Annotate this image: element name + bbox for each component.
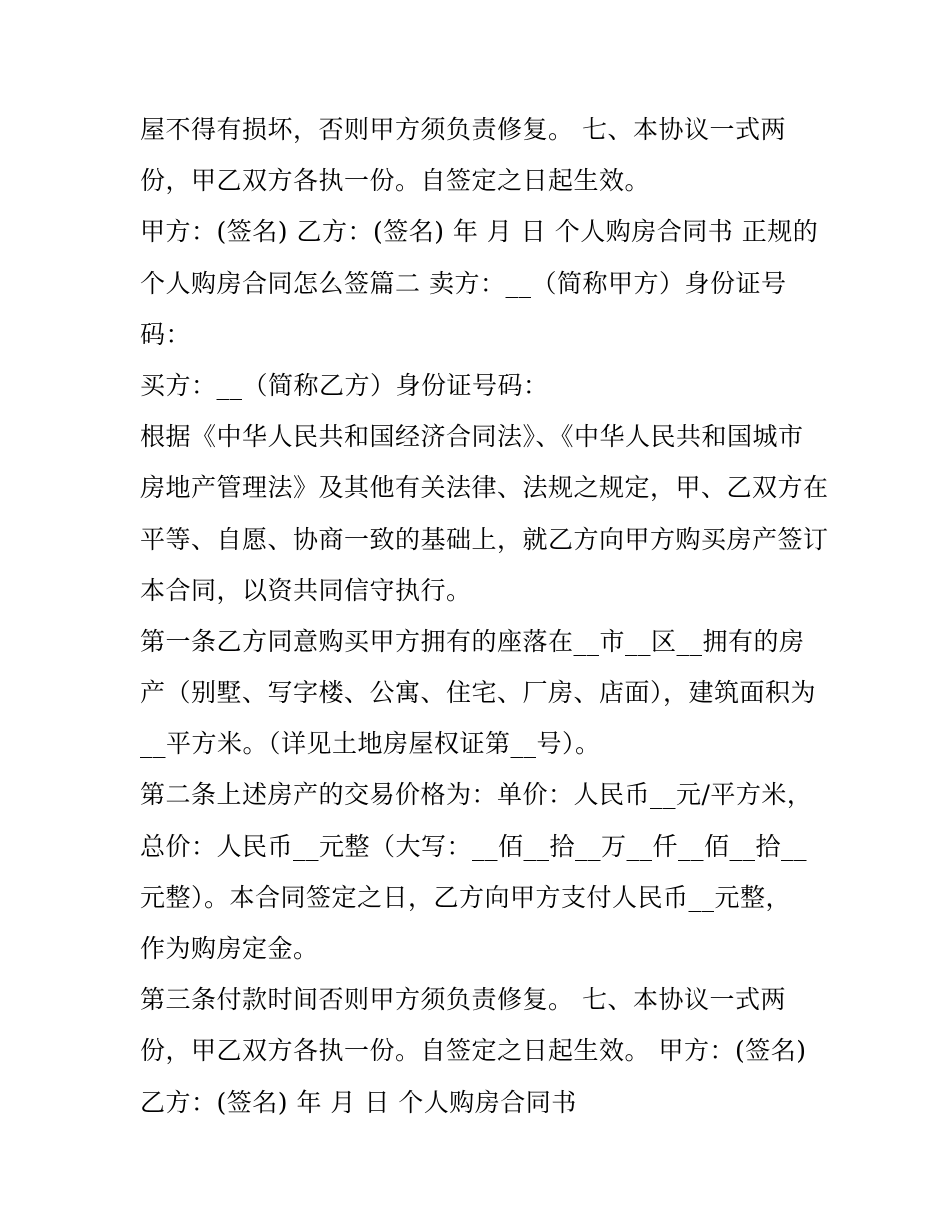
document-body <box>140 104 830 1128</box>
text-line: 总价：人民币__元整（大写：__佰__拾__万__仟__佰__拾__ <box>140 831 808 861</box>
text-line: 第三条付款时间否则甲方须负责修复。 七、本协议一式两 <box>140 985 786 1015</box>
text-line: 房地产管理法》及其他有关法律、法规之规定，甲、乙双方在 <box>140 473 829 503</box>
text-line: 乙方：(签名) 年 月 日 个人购房合同书 <box>140 1087 577 1117</box>
text-line: 第二条上述房产的交易价格为：单价：人民币__元/平方米， <box>140 780 813 810</box>
text-line: 第一条乙方同意购买甲方拥有的座落在__市__区__拥有的房 <box>140 626 805 656</box>
text-line: 个人购房合同怎么签篇二 卖方：__（简称甲方）身份证号 <box>140 268 787 298</box>
text-line: 作为购房定金。 <box>140 934 319 963</box>
text-line: 份，甲乙双方各执一份。自签定之日起生效。 <box>140 166 651 196</box>
text-line: 本合同，以资共同信守执行。 <box>140 575 472 605</box>
text-line: 码： <box>140 319 192 349</box>
text-line: 平等、自愿、协商一致的基础上，就乙方向甲方购买房产签订 <box>140 524 829 554</box>
text-line: 甲方：(签名) 乙方：(签名) 年 月 日 个人购房合同书 正规的 <box>140 217 819 247</box>
text-line: 元整）。本合同签定之日，乙方向甲方支付人民币__元整， <box>140 882 792 912</box>
text-line: 根据《中华人民共和国经济合同法》、《中华人民共和国城市 <box>140 422 804 452</box>
text-line: 买方：__（简称乙方）身份证号码： <box>140 370 549 400</box>
text-line: 份，甲乙双方各执一份。自签定之日起生效。 甲方：(签名) <box>140 1036 807 1066</box>
text-line: 屋不得有损坏，否则甲方须负责修复。 七、本协议一式两 <box>140 115 786 144</box>
text-line: __平方米。（详见土地房屋权证第__号）。 <box>140 729 601 759</box>
text-line: 产（别墅、写字楼、公寓、住宅、厂房、店面），建筑面积为 <box>140 678 817 708</box>
